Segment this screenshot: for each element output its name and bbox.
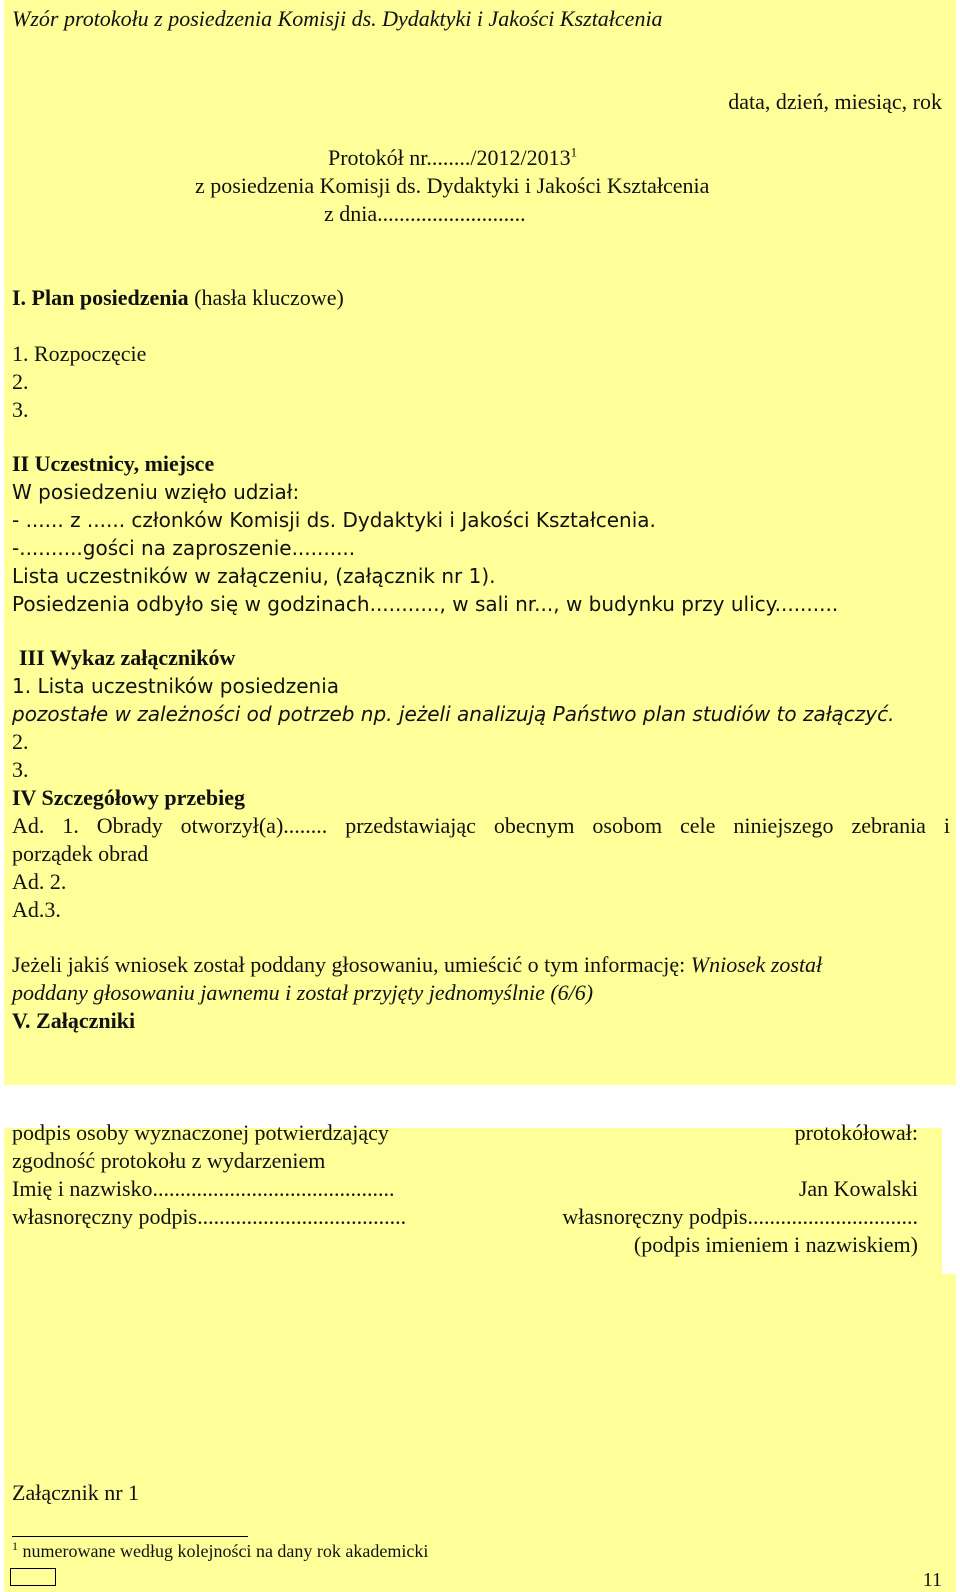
footnote-ref: 1 (570, 144, 578, 160)
recorder-note: (podpis imieniem i nazwiskiem) (633, 1232, 918, 1257)
protocol-number (328, 145, 577, 171)
ad-3: Ad.3. (12, 897, 61, 922)
footnote-divider (12, 1536, 248, 1537)
footnote-marker: 1 (12, 1539, 18, 1553)
footnote (12, 1540, 428, 1562)
section-3-title: III Wykaz załączników (19, 645, 236, 670)
recorder-signature: własnoręczny podpis............................... (562, 1204, 918, 1229)
participants-line-2: - ...... z ...... członków Komisji ds. Dydaktyki i Jakości Kształcenia. (12, 508, 656, 532)
signature-left-line-1: podpis osoby wyznaczonej potwierdzający (12, 1120, 389, 1145)
section-2-title: II Uczestnicy, miejsce (12, 451, 215, 476)
attachment-item-3: 3. (12, 757, 29, 782)
page-number: 11 (922, 1569, 942, 1591)
plan-item-1: 1. Rozpoczęcie (12, 341, 147, 366)
participants-line-3: -..........gości na zaproszenie.......... (12, 536, 356, 560)
participants-line-1: W posiedzeniu wzięło udział: (12, 480, 300, 504)
section-5-title: V. Załączniki (12, 1008, 136, 1033)
protocol-date: z dnia........................... (324, 201, 526, 226)
ad-2: Ad. 2. (12, 869, 67, 894)
vote-info-line-1 (12, 952, 822, 978)
empty-box (10, 1568, 56, 1586)
vote-info-text: Jeżeli jakiś wniosek został poddany głosowaniu, umieścić o tym informację: (12, 952, 691, 977)
participants-line-4: Lista uczestników w załączeniu, (załącznik nr 1). (12, 564, 496, 588)
attachment-note: pozostałe w zależności od potrzeb np. jeżeli analizują Państwo plan studiów to załączyć. (12, 702, 895, 726)
plan-item-3: 3. (12, 397, 29, 422)
section-4-title: IV Szczegółowy przebieg (12, 785, 245, 810)
attachment-item-2: 2. (12, 729, 29, 754)
ad-1: Ad. 1. Obrady otworzył(a)........ przedstawiając obecnym osobom cele niniejszego zebrania i (12, 813, 950, 838)
date-placeholder: data, dzień, miesiąc, rok (728, 89, 942, 114)
protocol-subtitle: z posiedzenia Komisji ds. Dydaktyki i Jakości Kształcenia (195, 173, 710, 198)
attachment-item-1: 1. Lista uczestników posiedzenia (12, 674, 340, 698)
signature-left-line-2: zgodność protokołu z wydarzeniem (12, 1148, 326, 1173)
recorder-label: protokółował: (794, 1120, 918, 1145)
vote-example-end: poddany głosowaniu jawnemu i został przyjęty jednomyślnie (6/6) (12, 980, 594, 1005)
section-1-title (12, 285, 344, 311)
vote-example-start: Wniosek został (690, 952, 823, 977)
section-1-title-bold: I. Plan posiedzenia (12, 285, 189, 310)
participants-line-5: Posiedzenia odbyło się w godzinach..........., w sali nr..., w budynku przy ulicy.......... (12, 592, 839, 616)
document-title: Wzór protokołu z posiedzenia Komisji ds. Dydaktyki i Jakości Kształcenia (12, 6, 663, 31)
attachment-label: Załącznik nr 1 (12, 1480, 140, 1505)
protocol-number-text: Protokół nr......../2012/2013 (328, 145, 571, 170)
plan-item-2: 2. (12, 369, 29, 394)
signature-left-sign: własnoręczny podpis...................................... (12, 1204, 407, 1229)
section-1-title-rest: (hasła kluczowe) (188, 285, 344, 310)
footnote-text: numerowane według kolejności na dany rok akademicki (18, 1541, 429, 1561)
signature-left-name: Imię i nazwisko............................................ (12, 1176, 395, 1201)
ad-1-continued: porządek obrad (12, 841, 149, 866)
recorder-name: Jan Kowalski (798, 1176, 918, 1201)
